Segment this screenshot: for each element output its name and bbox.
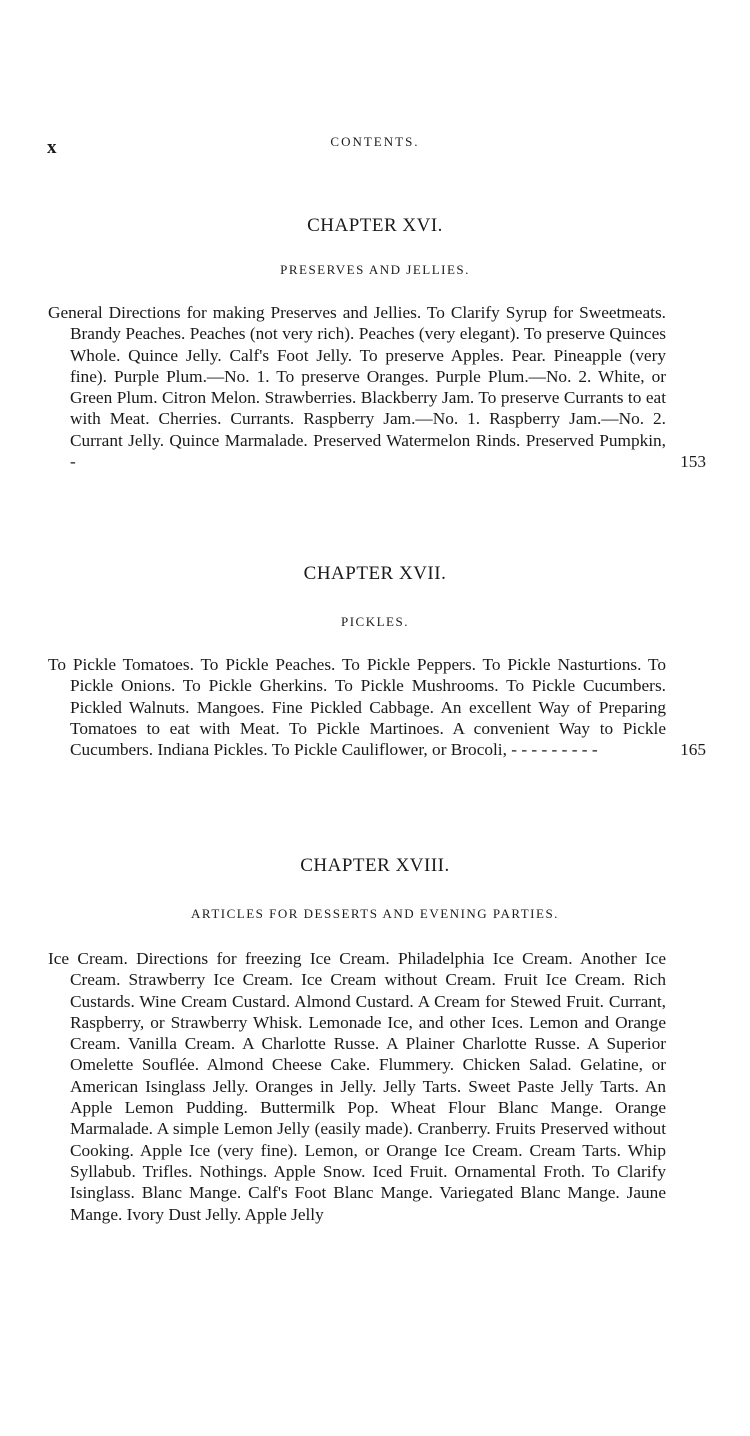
chapter-title: CHAPTER XVI. (307, 215, 443, 236)
running-head: CONTENTS. (330, 134, 420, 149)
entries-text: General Directions for making Preserves and Jellies. To Clarify Syrup for Sweetmeats. Brandy Peaches. Peaches (not very rich). Peaches (very elegant). To preserve Quinces Whole. Quince Jelly. Calf's Foot Jelly. To preserve Apples. Pear. Pineapple (very fine). Purple Plum.—No. 1. To preserve Oranges. Purple Plum.—No. 2. White, or Green Plum. Citron Melon. Strawberries. Blackberry Jam. To preserve Currants to eat with Meat. Cherries. Currants. Raspberry Jam.—No. 1. Raspberry Jam.—No. 2. Currant Jelly. Quince Marmalade. Preserved Watermelon Rinds. Preserved Pumpkin, - (48, 303, 666, 472)
entries-text: Ice Cream. Directions for freezing Ice Cream. Philadelphia Ice Cream. Another Ice Cream. Strawberry Ice Cream. Ice Cream without Cream. Fruit Ice Cream. Rich Custards. Wine Cream Custard. Almond Custard. A Cream for Stewed Fruit. Currant, Raspberry, or Strawberry Whisk. Lemonade Ice, and other Ices. Lemon and Orange Cream. Vanilla Cream. A Charlotte Russe. A Plainer Charlotte Russe. A Superior Omelette Souflée. Almond Cheese Cake. Flummery. Chicken Salad. Gelatine, or American Isinglass Jelly. Oranges in Jelly. Jelly Tarts. Sweet Paste Jelly Tarts. An Apple Lemon Pudding. Buttermilk Pop. Wheat Flour Blanc Mange. Orange Marmalade. A simple Lemon Jelly (easily made). Cranberry. Fruits Preserved without Cooking. Apple Ice (very fine). Lemon, or Orange Ice Cream. Cream Tarts. Whip Syllabub. Trifles. Nothings. Apple Snow. Iced Fruit. Ornamental Froth. To Clarify Isinglass. Blanc Mange. Calf's Foot Blanc Mange. Variegated Blanc Mange. Jaune Mange. Ivory Dust Jelly. Apple Jelly (48, 949, 666, 1224)
chapter-subtitle: ARTICLES FOR DESSERTS AND EVENING PARTIES. (191, 906, 559, 921)
page-reference: 153 (680, 452, 706, 472)
page-reference: 165 (680, 740, 706, 760)
chapter-title: CHAPTER XVIII. (300, 855, 450, 876)
chapter-subtitle: PICKLES. (341, 614, 409, 629)
chapter-entries (48, 948, 666, 1225)
chapter-entries (48, 302, 706, 472)
chapter-entries (48, 654, 706, 760)
entries-text: To Pickle Tomatoes. To Pickle Peaches. To Pickle Peppers. To Pickle Nasturtions. To Pickle Onions. To Pickle Gherkins. To Pickle Mushrooms. To Pickle Cucumbers. Pickled Walnuts. Mangoes. Fine Pickled Cabbage. An excellent Way of Preparing Tomatoes to eat with Meat. To Pickle Martinoes. A convenient Way to Pickle Cucumbers. Indiana Pickles. To Pickle Cauliflower, or Brocoli, - - - - - - - - - (48, 655, 666, 760)
chapter-subtitle: PRESERVES AND JELLIES. (280, 262, 470, 277)
chapter-title: CHAPTER XVII. (303, 563, 447, 584)
page-number: x (47, 137, 57, 158)
